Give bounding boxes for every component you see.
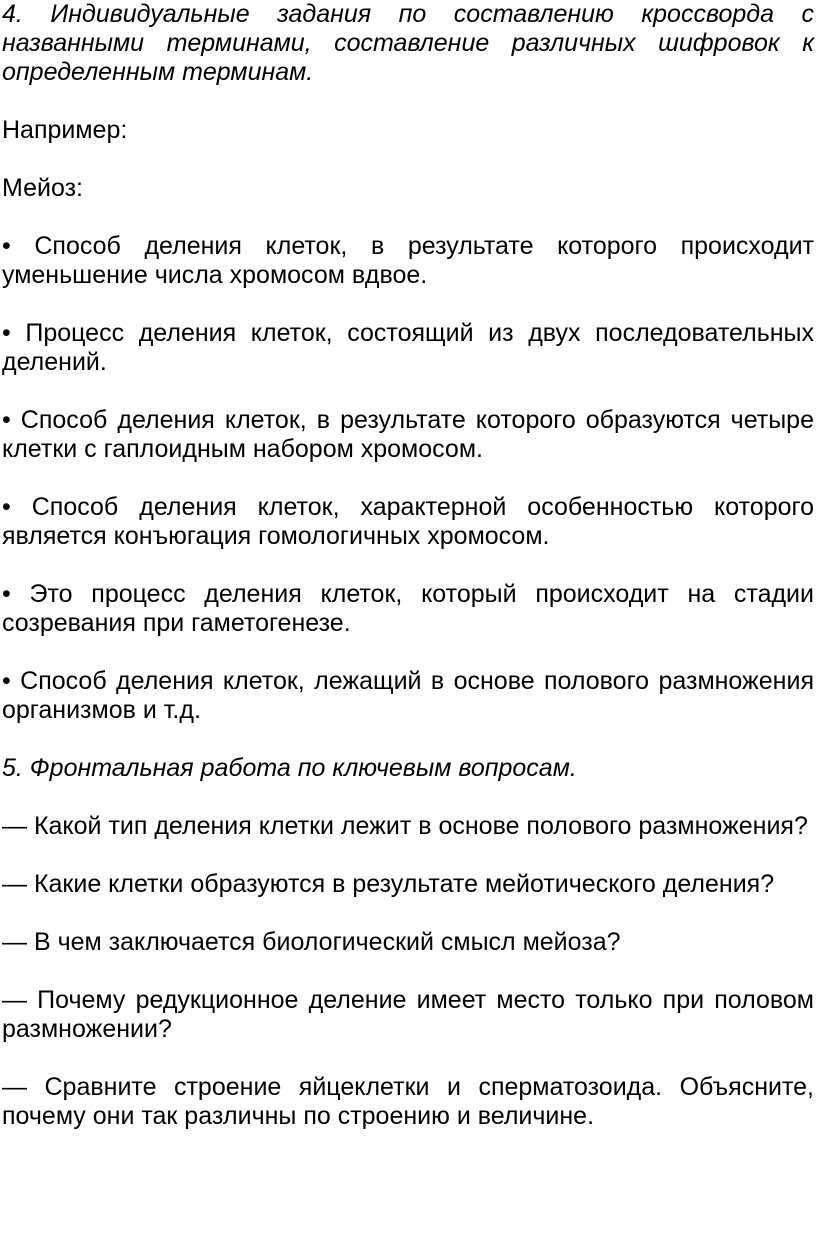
definition-item: • Способ деления клеток, лежащий в основе полового размножения организмов и т.д. (2, 667, 814, 724)
example-label: Например: (2, 116, 128, 144)
question-item: — Какие клетки образуются в результате мейотического деления? (2, 870, 775, 898)
definition-item: • Способ деления клеток, в результате которого происходит уменьшение числа хромосом вдвое. (2, 232, 814, 289)
definition-item: • Способ деления клеток, в результате которого образуются четыре клетки с гаплоидным набором хромосом. (2, 406, 814, 463)
question-item: — В чем заключается биологический смысл мейоза? (2, 928, 621, 956)
section-4-heading: 4. Индивидуальные задания по составлению кроссворда с названными терминами, составление различных шифровок к определенным терминам. (2, 0, 814, 86)
section-5-heading: 5. Фронтальная работа по ключевым вопросам. (2, 754, 577, 782)
definition-item: • Способ деления клеток, характерной особенностью которого является конъюгация гомологичных хромосом. (2, 493, 814, 550)
question-item: — Почему редукционное деление имеет место только при половом размножении? (2, 986, 814, 1043)
document-page (2, 0, 814, 1131)
question-item: — Сравните строение яйцеклетки и сперматозоида. Объясните, почему они так различны по строению и величине. (2, 1073, 814, 1130)
question-item: — Какой тип деления клетки лежит в основе полового размножения? (2, 812, 808, 840)
term-label: Мейоз: (2, 174, 84, 202)
definition-item: • Это процесс деления клеток, который происходит на стадии созревания при гаметогенезе. (2, 580, 814, 637)
definition-item: • Процесс деления клеток, состоящий из двух последовательных делений. (2, 319, 814, 376)
